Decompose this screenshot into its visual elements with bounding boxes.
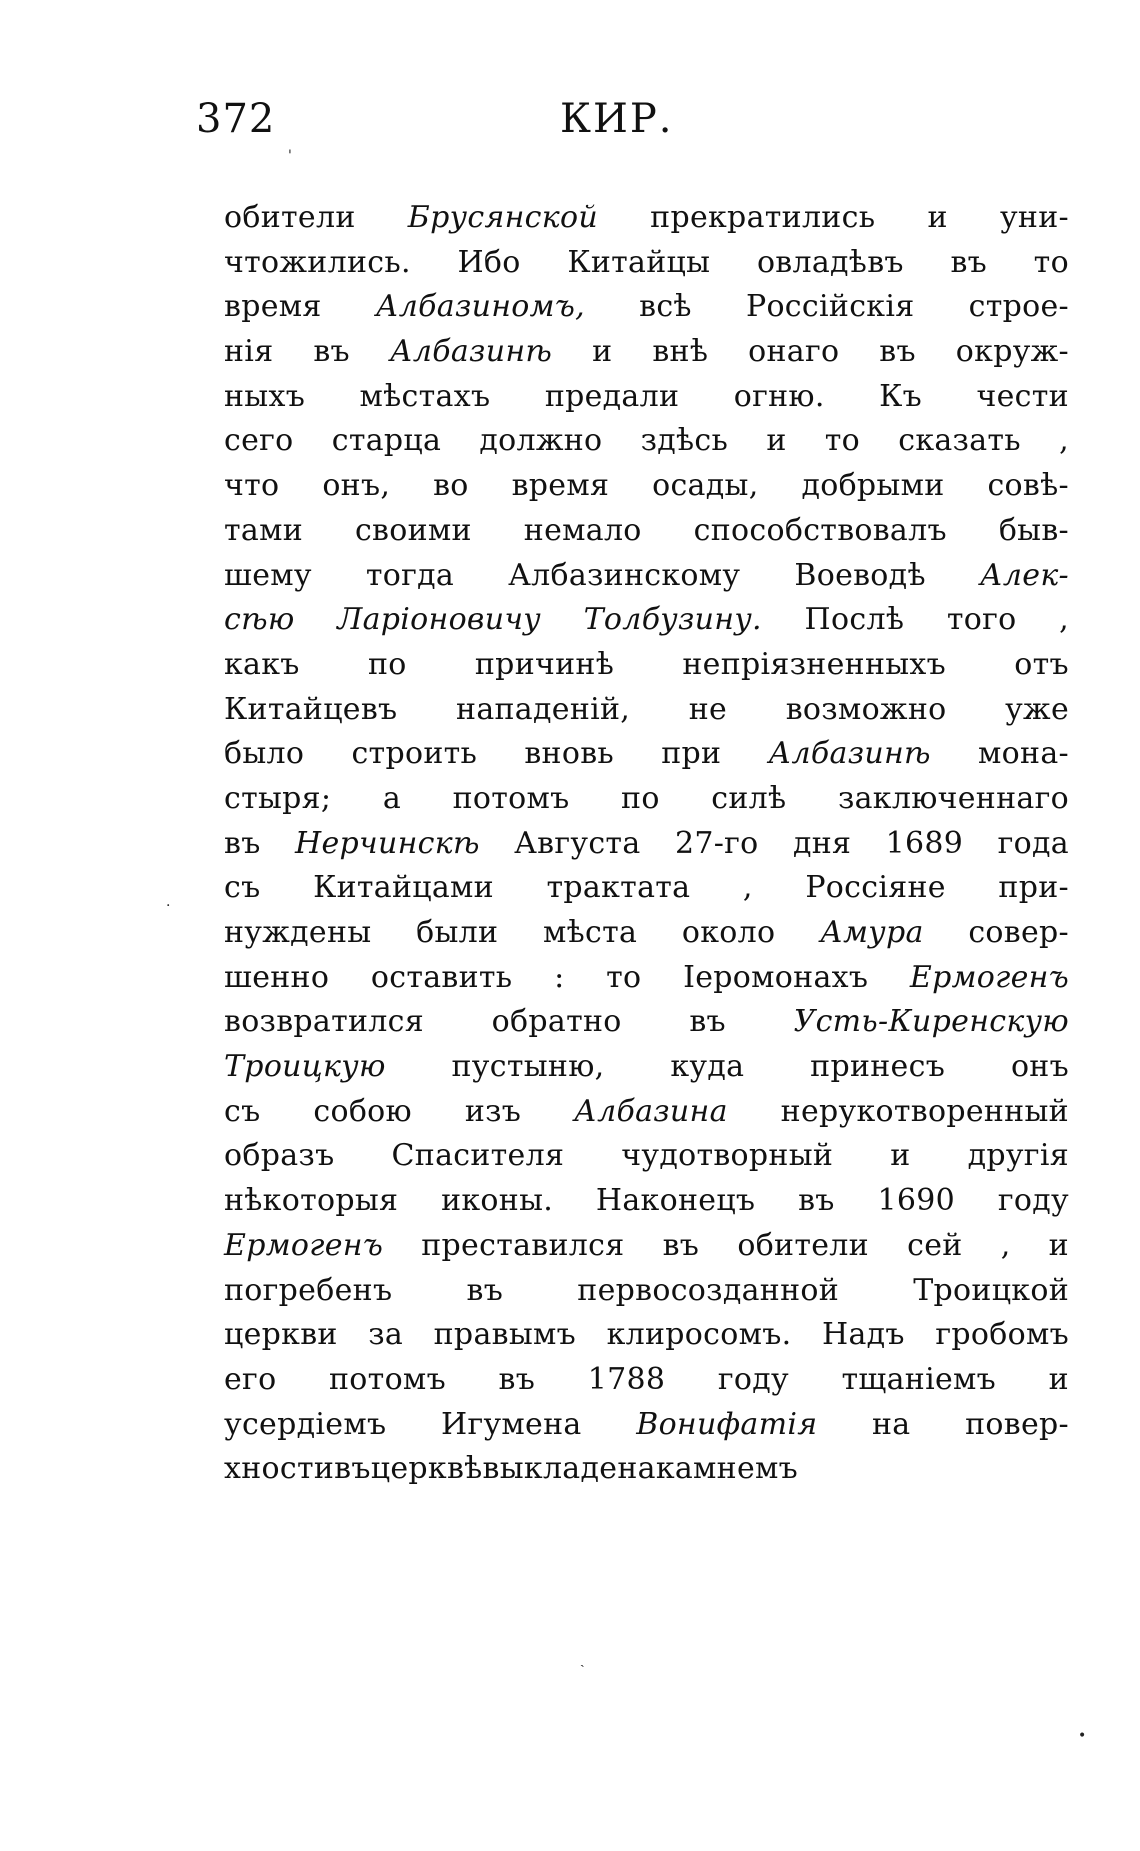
word: Іеромонахъ — [683, 959, 869, 995]
word: Албазинѣ — [389, 334, 553, 370]
word: Китайцевъ — [224, 691, 398, 727]
word: во — [433, 468, 469, 504]
word: обители — [224, 200, 356, 235]
text-line — [224, 866, 1069, 911]
word: хности — [224, 1451, 335, 1487]
word: погребенъ — [224, 1272, 393, 1308]
word: Троицкой — [913, 1272, 1069, 1308]
word: было — [224, 736, 305, 772]
word: возвратился — [224, 1004, 424, 1040]
word: Послѣ — [804, 602, 905, 638]
word: Россійскія — [745, 289, 915, 325]
word: Алек- — [979, 557, 1069, 593]
word: Вонифатія — [636, 1406, 818, 1442]
text-line — [224, 241, 1069, 286]
text-line — [224, 1313, 1069, 1358]
word: огню. — [733, 378, 825, 414]
print-speck: · — [166, 898, 171, 914]
word: внѣ — [652, 334, 709, 370]
text-line — [224, 1269, 1069, 1314]
word: уни- — [999, 200, 1069, 235]
text-line — [224, 1045, 1069, 1090]
word: заключеннаго — [837, 780, 1069, 816]
word: совер- — [968, 915, 1069, 950]
word: , — [1059, 602, 1069, 638]
text-line — [224, 956, 1069, 1001]
word: другія — [967, 1138, 1069, 1174]
text-line — [224, 822, 1069, 867]
word: шенно — [224, 959, 330, 995]
word: Китайцами — [313, 870, 494, 906]
word: то — [606, 959, 642, 995]
text-line — [224, 554, 1069, 599]
word: окруж- — [955, 334, 1069, 370]
text-line — [224, 509, 1069, 554]
word: вновь — [524, 736, 615, 772]
word: съ — [224, 870, 261, 906]
word: способствовалъ — [693, 512, 947, 548]
text-line — [224, 1179, 1069, 1224]
word: сей — [907, 1227, 963, 1263]
word: Толбузину. — [583, 602, 762, 638]
word: немало — [523, 512, 642, 548]
word: нападеній, — [456, 691, 631, 727]
word: уже — [1005, 691, 1069, 727]
word: нерукотворенный — [780, 1093, 1069, 1129]
word: и — [890, 1138, 911, 1174]
word: собою — [313, 1093, 412, 1129]
word: чудотворный — [621, 1138, 834, 1174]
word: 1689 — [885, 825, 964, 861]
text-line — [224, 1447, 1069, 1492]
word: въ — [466, 1272, 504, 1308]
word: въ — [498, 1361, 536, 1397]
word: въ — [313, 334, 350, 370]
word: время — [224, 289, 322, 325]
word: церквѣ — [370, 1451, 483, 1487]
word: потомъ — [452, 780, 570, 816]
word: какъ — [224, 646, 300, 682]
word: онаго — [748, 334, 840, 370]
word: повер- — [965, 1406, 1069, 1442]
print-speck: ' — [288, 148, 292, 164]
word: и — [766, 423, 787, 459]
word: того — [946, 602, 1017, 638]
word: правымъ — [433, 1317, 577, 1353]
word: пустыню, — [451, 1049, 605, 1085]
text-line — [224, 911, 1069, 956]
word: и — [1048, 1227, 1069, 1263]
word: Ермогенъ — [909, 959, 1069, 995]
word: Надъ — [822, 1317, 905, 1353]
word: мѣстахъ — [359, 378, 491, 414]
text-line — [224, 688, 1069, 733]
word: Воеводѣ — [794, 557, 926, 593]
word: ныхъ — [224, 378, 306, 414]
word: Наконецъ — [595, 1183, 756, 1219]
word: его — [224, 1361, 277, 1397]
word: въ — [689, 1004, 726, 1040]
word: должно — [479, 423, 603, 459]
text-line — [224, 1403, 1069, 1448]
word: отъ — [1014, 646, 1069, 682]
section-title: КИР. — [560, 96, 674, 142]
word: Албазина — [574, 1093, 728, 1129]
word: по — [621, 780, 660, 816]
word: гробомъ — [935, 1317, 1069, 1353]
word: Августа — [514, 825, 641, 861]
word: съ — [224, 1093, 261, 1129]
word: осады, — [652, 468, 759, 504]
word: тами — [224, 512, 304, 548]
word: чтожились. — [224, 244, 411, 280]
word: и — [1048, 1361, 1069, 1397]
text-line — [224, 732, 1069, 777]
word: возможно — [785, 691, 947, 727]
word: стыря; — [224, 780, 332, 816]
word: въ — [879, 334, 916, 370]
word: Къ — [879, 378, 923, 414]
word: то — [1033, 244, 1069, 280]
word: чести — [976, 378, 1069, 414]
word: непріязненныхъ — [682, 646, 947, 682]
print-speck: • — [1078, 1728, 1087, 1744]
word: шему — [224, 557, 312, 593]
word: первосозданной — [577, 1272, 840, 1308]
word: Албазинскому — [508, 557, 741, 593]
word: году — [997, 1183, 1069, 1219]
text-line — [224, 285, 1069, 330]
word: Ермогенъ — [224, 1227, 384, 1263]
word: сего — [224, 423, 294, 459]
word: нуждены — [224, 915, 372, 950]
word: совѣ- — [987, 468, 1069, 504]
word: были — [416, 915, 499, 950]
text-line — [224, 598, 1069, 643]
word: , — [1000, 1227, 1011, 1263]
word: трактата — [546, 870, 691, 906]
text-line — [224, 419, 1069, 464]
word: выкладена — [482, 1451, 656, 1487]
word: 1788 — [587, 1361, 666, 1397]
word: камнемъ — [655, 1451, 799, 1487]
word: на — [872, 1406, 911, 1442]
word: тщаніемъ — [841, 1361, 997, 1397]
text-line — [224, 1224, 1069, 1269]
word: , — [1059, 423, 1069, 459]
word: добрыми — [801, 468, 945, 504]
word: клиросомъ. — [606, 1317, 792, 1353]
word: Спасителя — [391, 1138, 565, 1174]
word: въ — [334, 1451, 371, 1487]
word: силѣ — [711, 780, 787, 816]
word: здѣсь — [640, 423, 729, 459]
word: при — [661, 736, 722, 772]
word: Троицкую — [224, 1049, 386, 1085]
word: то — [824, 423, 861, 459]
word: Нерчинскѣ — [294, 825, 480, 861]
text-line — [224, 1358, 1069, 1403]
word: , — [742, 870, 753, 906]
word: строить — [351, 736, 478, 772]
word: въ — [798, 1183, 835, 1219]
word: нѣкоторыя — [224, 1183, 399, 1219]
word: а — [382, 780, 402, 816]
word: году — [717, 1361, 789, 1397]
page-number: 372 — [196, 96, 276, 142]
word: сѣю — [224, 602, 295, 638]
word: обители — [737, 1227, 869, 1263]
word: и — [592, 334, 613, 370]
word: сказать — [898, 423, 1021, 459]
word: Ибо — [457, 244, 521, 280]
word: что — [224, 468, 280, 504]
text-line — [224, 330, 1069, 375]
word: 1690 — [877, 1183, 956, 1219]
word: въ — [662, 1227, 700, 1263]
word: въ — [224, 825, 261, 861]
word: быв- — [998, 512, 1069, 548]
word: Ларіоновичу — [337, 602, 541, 638]
word: потомъ — [329, 1361, 446, 1397]
word: образъ — [224, 1138, 335, 1174]
word: Албазинѣ — [768, 736, 931, 772]
word: овладѣвъ — [756, 244, 904, 280]
word: мѣста — [543, 915, 638, 950]
word: : — [554, 959, 565, 995]
word: всѣ — [639, 289, 692, 325]
word: обратно — [491, 1004, 622, 1040]
word: въ — [950, 244, 988, 280]
text-line — [224, 464, 1069, 509]
text-line — [224, 777, 1069, 822]
word: Албазиномъ, — [375, 289, 585, 325]
word: не — [688, 691, 728, 727]
text-line — [224, 643, 1069, 688]
word: принесъ — [810, 1049, 946, 1085]
text-line — [224, 1090, 1069, 1135]
word: своими — [354, 512, 472, 548]
text-line — [224, 375, 1069, 420]
word: усердіемъ — [224, 1406, 387, 1442]
word: за — [368, 1317, 404, 1353]
word: изъ — [464, 1093, 522, 1129]
word: старца — [331, 423, 442, 459]
word: Усть-Киренскую — [793, 1004, 1069, 1040]
word: при- — [998, 870, 1069, 906]
word: по — [367, 646, 407, 682]
text-line — [224, 1134, 1069, 1179]
word: оставить — [370, 959, 513, 995]
word: иконы. — [441, 1183, 554, 1219]
word: куда — [670, 1049, 745, 1085]
word: прекратились — [650, 200, 876, 235]
word: церкви — [224, 1317, 338, 1353]
word: строе- — [968, 289, 1069, 325]
word: преставился — [421, 1227, 625, 1263]
word: и — [927, 200, 948, 235]
word: Амура — [820, 915, 924, 950]
word: Китайцы — [567, 244, 711, 280]
body-text — [224, 196, 1069, 1492]
word: предали — [544, 378, 680, 414]
word: 27-го — [674, 825, 759, 861]
word: дня — [792, 825, 852, 861]
word: нія — [224, 334, 274, 370]
word: онъ, — [322, 468, 391, 504]
text-line — [224, 1000, 1069, 1045]
running-head — [0, 96, 1140, 156]
word: года — [997, 825, 1069, 861]
word: тогда — [365, 557, 455, 593]
word: онъ — [1010, 1049, 1069, 1085]
text-line — [224, 196, 1069, 241]
word: около — [681, 915, 776, 950]
word: причинѣ — [474, 646, 615, 682]
word: Игумена — [440, 1406, 582, 1442]
print-speck: ˎ — [580, 1652, 585, 1668]
word: время — [511, 468, 610, 504]
word: мона- — [978, 736, 1069, 772]
word: Брусянской — [407, 200, 598, 235]
word: Россіяне — [805, 870, 946, 906]
